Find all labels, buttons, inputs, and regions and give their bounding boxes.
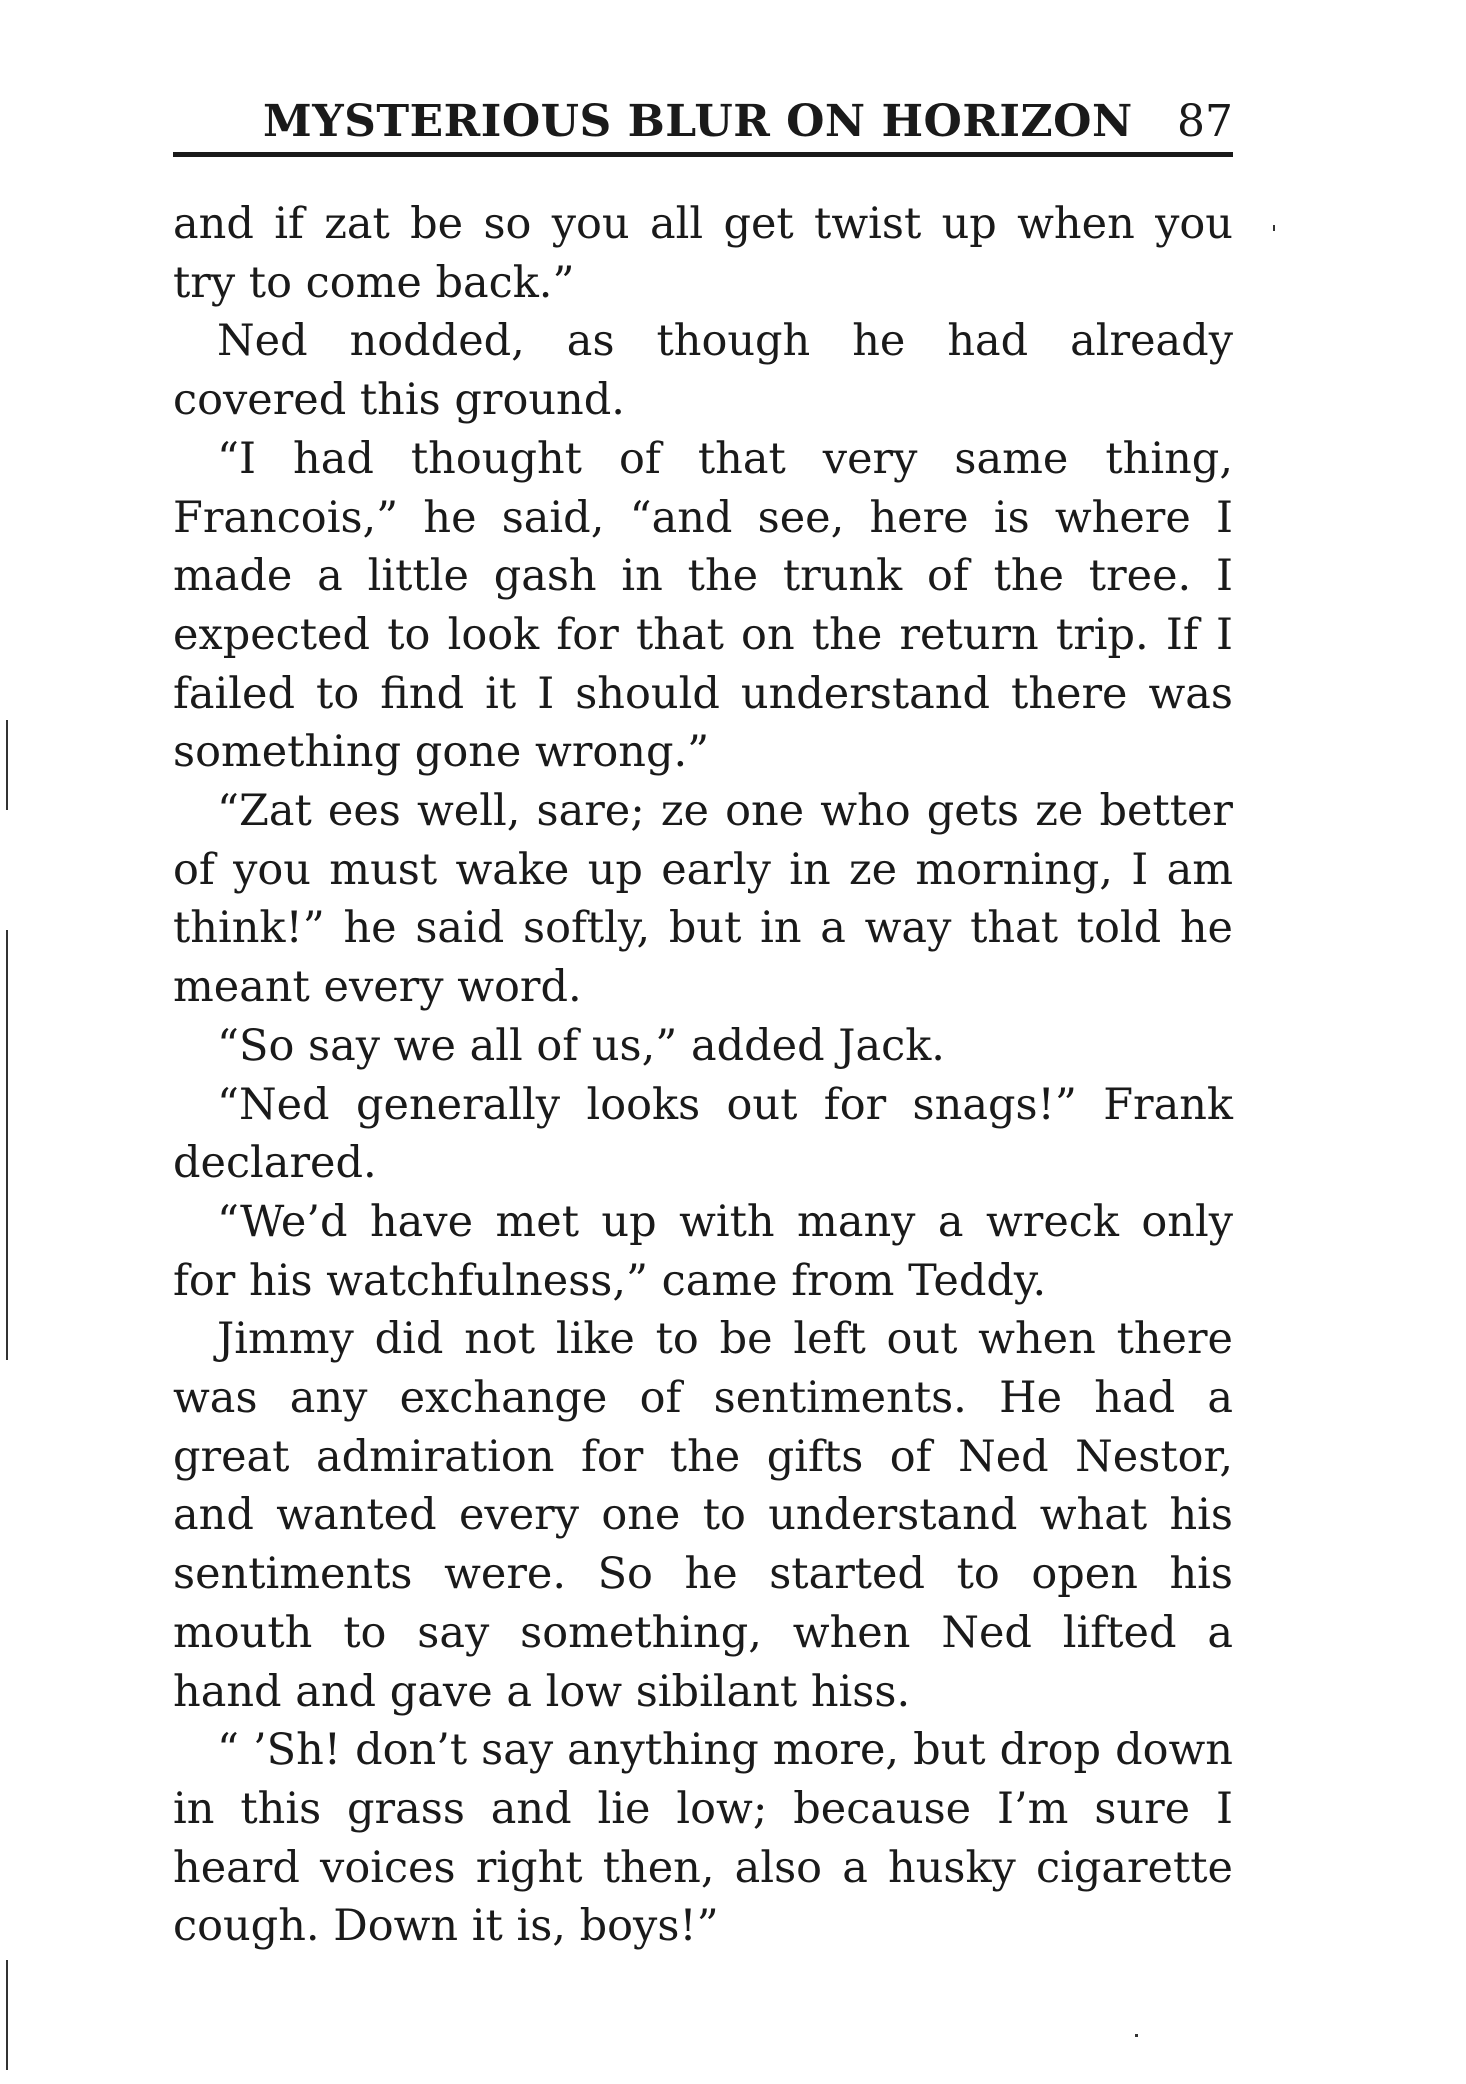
scan-margin-mark (6, 930, 8, 1360)
page-number: 87 (1177, 96, 1233, 147)
paragraph: “So say we all of us,” added Jack. (217, 1020, 945, 1071)
paragraph: “We’d have met up with many a wreck only for his watchfulness,” came from Teddy. (173, 1196, 1233, 1306)
paragraph: Jimmy did not like to be left out when there was any exchange of sentiments. He had a great admiration for the gifts of Ned Nestor, and wanted every one to understand what his sentiments were. So he started to open his mouth to say something, when Ned lifted a hand and gave a low sibilant hiss. (173, 1314, 1233, 1717)
paragraph: “I had thought of that very same thing, Francois,” he said, “and see, here is where I made a little gash in the trunk of the tree. I expected to look for that on the return trip. If I failed to find it I should understand there was something gone wrong.” (173, 433, 1233, 778)
body-text (173, 195, 1233, 1956)
running-head (173, 90, 1233, 154)
scan-speck (1135, 2034, 1138, 2037)
header-rule (173, 152, 1233, 157)
scan-margin-mark (6, 720, 8, 810)
paragraph: “Ned generally looks out for snags!” Frank declared. (173, 1079, 1233, 1189)
paragraph: “ ’Sh! don’t say anything more, but drop down in this grass and lie low; because I’m sure I heard voices right then, also a husky cigarette cough. Down it is, boys!” (173, 1725, 1233, 1952)
paragraph-continued: and if zat be so you all get twist up when you try to come back.” (173, 199, 1233, 308)
paragraph: “Zat ees well, sare; ze one who gets ze better of you must wake up early in ze morning, I am think!” he said softly, but in a way that told he meant every word. (173, 786, 1233, 1013)
scan-margin-mark (6, 1960, 8, 2070)
scan-speck (1273, 225, 1275, 231)
running-title: MYSTERIOUS BLUR ON HORIZON (263, 96, 1133, 147)
paragraph: Ned nodded, as though he had already covered this ground. (173, 316, 1233, 426)
